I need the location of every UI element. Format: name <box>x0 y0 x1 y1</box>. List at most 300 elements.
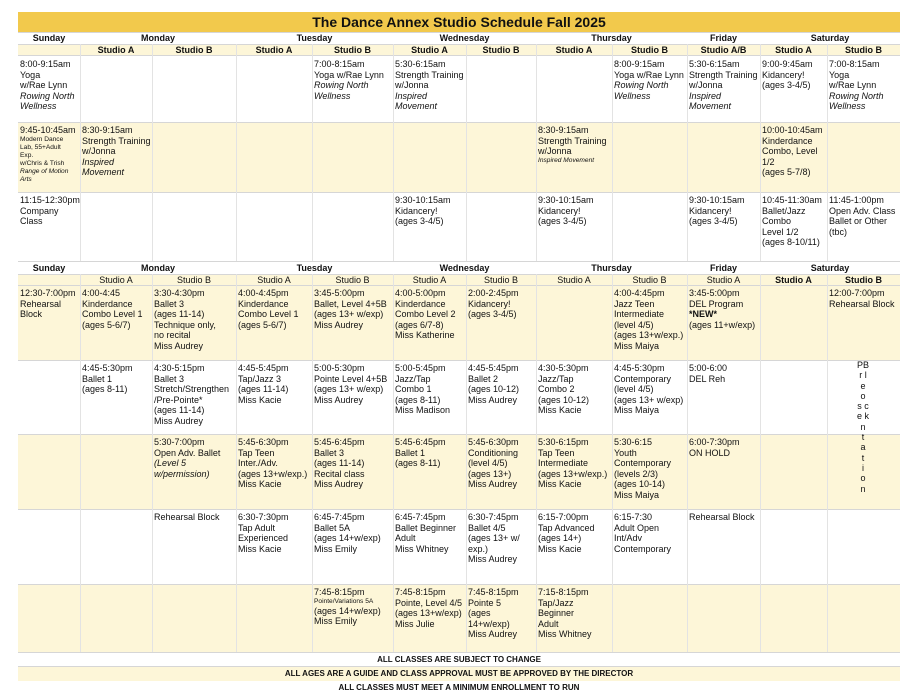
studio-header: Studio A/B <box>700 45 747 55</box>
class-entry-line: Lab, 55+Adult <box>20 143 61 151</box>
class-entry-line: 7:45-8:15pm <box>468 587 519 597</box>
grid-rule <box>18 55 900 56</box>
grid-divider <box>312 44 313 261</box>
class-entry-line: 3:45-5:00pm <box>689 288 740 298</box>
footer-note: ALL CLASSES ARE SUBJECT TO CHANGE <box>377 655 541 664</box>
grid-divider <box>760 44 761 261</box>
class-entry-line: (ages 6/7-8) <box>395 319 444 330</box>
pb-rehearsal-letter: a <box>860 442 866 453</box>
pb-rehearsal-letter: PB <box>857 360 870 370</box>
class-entry-line: Miss Whitney <box>538 629 592 639</box>
class-entry-line: (ages 14+w/exp) <box>314 605 381 616</box>
bottom-day-header-saturday: Saturday <box>810 263 850 273</box>
class-entry-line: Movement <box>395 101 438 111</box>
class-entry-line: Miss Kacie <box>238 479 282 489</box>
class-entry-line: 4:00-5:00pm <box>395 288 446 298</box>
class-entry-line: Miss Maiya <box>614 340 660 351</box>
class-entry-line: Contemporary <box>614 373 672 384</box>
class-entry-line: 3:45-5:00pm <box>314 288 365 298</box>
class-entry-line: Miss Audrey <box>468 479 518 489</box>
class-entry-line: (ages 13+w/exp) <box>395 608 462 618</box>
studio-header: Studio B <box>175 45 213 55</box>
class-entry-line: Ballet 3 <box>154 373 185 384</box>
class-entry-line: Rowing North <box>314 80 369 90</box>
pb-rehearsal-letter: e o <box>860 380 866 401</box>
grid-divider <box>393 44 394 261</box>
class-entry-line: Kidancery! <box>762 69 805 80</box>
class-entry-line: (ages 14+w/exp) <box>314 533 381 543</box>
grid-divider <box>152 274 153 652</box>
class-entry-line: Ballet 4/5 <box>468 522 506 533</box>
class-entry-line: 6:30-7:45pm <box>468 512 519 522</box>
class-entry-line: 7:00-8:15am <box>829 59 880 69</box>
class-entry-line: (ages 11-14) <box>238 384 289 394</box>
pb-rehearsal-letter: s c <box>857 401 869 412</box>
class-entry-line: (ages 5-7/8) <box>762 167 811 177</box>
class-entry-line: 11:45-1:00pm <box>829 195 884 205</box>
class-entry <box>238 288 299 330</box>
class-entry-line: Strength Training <box>82 135 151 146</box>
class-entry-line: (ages 11+w/exp) <box>689 319 756 330</box>
class-entry-line: Combo 2 <box>538 384 575 394</box>
class-entry <box>762 125 823 178</box>
class-entry-line: (ages 3-4/5) <box>762 80 811 90</box>
class-entry-line: 9:30-10:15am <box>689 195 745 205</box>
class-entry-line: (ages 13+ w/exp) <box>314 384 384 394</box>
class-entry-line: (ages 8-11) <box>395 458 441 468</box>
class-entry-line: Movement <box>689 101 732 111</box>
class-entry-line: (ages 10-14) <box>614 479 666 489</box>
class-entry-line: 8:30-9:15am <box>82 125 133 135</box>
class-entry-line: Jazz Teen <box>614 298 655 309</box>
class-entry-line: 9:30-10:15am <box>538 195 594 205</box>
studio-header: Studio A <box>255 45 293 55</box>
class-entry-line: (ages 5-6/7) <box>82 319 131 330</box>
class-entry-line: Exp. <box>20 151 34 159</box>
class-entry-line: (ages 13+) <box>468 468 512 479</box>
class-entry-line: Kidancery! <box>468 298 511 309</box>
studio-header: Studio A <box>411 45 448 55</box>
studio-header: Studio B <box>335 275 370 285</box>
class-entry-line: 12:00-7:00pm <box>829 288 885 298</box>
class-entry <box>238 437 307 490</box>
studio-header: Studio A <box>706 275 741 285</box>
bottom-day-header-monday: Monday <box>140 263 175 273</box>
class-entry-line: 4:30-5:15pm <box>154 363 205 373</box>
class-entry <box>154 437 220 479</box>
top-day-header-tuesday: Tuesday <box>296 33 333 43</box>
class-entry-line: 10:45-11:30am <box>762 195 822 205</box>
class-entry <box>395 363 450 416</box>
class-entry-line: (level 4/5) <box>468 458 508 468</box>
class-entry-line: (ages 13+ w/ <box>468 533 520 543</box>
grid-rule <box>18 192 900 193</box>
class-entry <box>82 288 143 330</box>
class-entry-line: 8:30-9:15am <box>538 125 589 135</box>
class-entry-line: 7:00-8:15am <box>314 59 365 69</box>
class-entry-line: 9:30-10:15am <box>395 195 451 205</box>
class-entry-line: Block <box>20 309 43 319</box>
class-entry-line: Miss Audrey <box>468 629 518 639</box>
class-entry <box>829 59 884 112</box>
class-entry <box>395 195 451 227</box>
class-entry <box>20 125 76 184</box>
class-entry-line: 2:00-2:45pm <box>468 288 519 298</box>
class-entry-line: Intermediate <box>538 458 589 468</box>
class-entry-line: 9:00-9:45am <box>762 59 813 69</box>
class-entry-line: 4:00-4:45 <box>82 288 121 298</box>
studio-header: Studio A <box>97 45 135 55</box>
grid-rule <box>18 584 900 585</box>
class-entry-line: Inter./Adv. <box>238 458 278 468</box>
class-entry-line: (ages 3-4/5) <box>538 216 587 226</box>
class-entry-line: Miss Whitney <box>395 543 449 554</box>
class-entry-line: Tap Teen <box>538 447 575 458</box>
grid-divider <box>236 274 237 652</box>
class-entry-line: Inspired Movement <box>538 156 595 164</box>
class-entry-line: Kidancery! <box>538 205 581 216</box>
class-entry <box>468 512 520 565</box>
class-entry-line: 7:15-8:15pm <box>538 587 589 597</box>
class-entry <box>689 512 755 523</box>
class-entry-line: Ballet 5A <box>314 522 351 533</box>
pb-rehearsal-letter: t <box>861 432 865 443</box>
studio-header: Studio B <box>632 275 667 285</box>
grid-divider <box>393 274 394 652</box>
top-day-header-thursday: Thursday <box>591 33 632 43</box>
class-entry-line: Jazz/Tap <box>538 373 574 384</box>
top-day-header-monday: Monday <box>140 33 175 43</box>
class-entry-line: Kinderdance <box>82 298 133 309</box>
class-entry-line: Miss Kacie <box>538 479 582 489</box>
class-entry-line: Ballet, Level 4+5B <box>314 298 387 309</box>
class-entry-line: Intermediate <box>614 309 665 319</box>
pb-rehearsal-letter: e k <box>857 411 870 422</box>
top-day-header-wednesday: Wednesday <box>439 33 490 43</box>
class-entry-line: Adult <box>538 618 559 629</box>
class-entry <box>614 512 671 554</box>
class-entry-line: Combo <box>762 216 792 226</box>
class-entry <box>614 288 683 351</box>
class-entry <box>82 363 133 395</box>
class-entry-line: Kinderdance <box>395 298 446 309</box>
class-entry-line: (ages 3-4/5) <box>689 216 738 226</box>
class-entry-line: 5:30-6:15am <box>395 59 446 69</box>
class-entry <box>20 195 80 227</box>
class-entry <box>238 512 289 554</box>
class-entry-line: (ages 13+w/exp.) <box>238 468 308 479</box>
class-entry-line: Conditioning <box>468 447 519 458</box>
class-entry <box>314 363 387 405</box>
class-entry <box>395 59 464 112</box>
class-entry-line: Movement <box>82 167 125 177</box>
class-entry-line: 4:00-4:45pm <box>614 288 665 298</box>
class-entry-line: Yoga <box>829 69 850 80</box>
studio-header: Studio A <box>412 275 447 285</box>
class-entry-line: Miss Maiya <box>614 405 660 415</box>
class-entry-line: (ages 8-11) <box>82 384 128 394</box>
class-entry-line: Pointe/Variations 5A <box>314 597 374 605</box>
class-entry <box>395 437 446 469</box>
grid-divider <box>152 44 153 261</box>
grid-divider <box>312 274 313 652</box>
studio-header: Studio A <box>775 275 812 285</box>
grid-rule <box>18 360 900 361</box>
studio-header: Studio A <box>557 275 591 285</box>
class-entry <box>762 195 822 248</box>
class-entry-line: (ages 5-6/7) <box>238 319 287 330</box>
class-entry-line: /Pre-Pointe* <box>154 394 203 405</box>
class-entry-line: Inspired <box>689 90 722 101</box>
class-entry-line: Strength Training <box>538 135 607 146</box>
class-entry-line: w/Rae Lynn <box>829 80 877 90</box>
class-entry <box>20 288 76 320</box>
class-entry-line: Kinderdance <box>238 298 289 309</box>
class-entry-line: Tap Advanced <box>538 522 595 533</box>
class-entry-line: Ballet 1 <box>395 447 426 458</box>
class-entry <box>314 288 387 330</box>
studio-header: Studio A <box>257 275 291 285</box>
class-entry <box>829 195 895 237</box>
class-entry-line: Range of Motion <box>20 167 69 175</box>
class-entry-line: Miss Audrey <box>314 319 364 330</box>
top-day-header-saturday: Saturday <box>810 33 850 43</box>
class-entry-line: 7:45-8:15pm <box>314 587 365 597</box>
class-entry-line: (ages 13+w/exp.) <box>538 468 608 479</box>
class-entry-line: 4:45-5:45pm <box>238 363 289 373</box>
grid-divider <box>466 274 467 652</box>
class-entry-line: Miss Kacie <box>238 394 282 405</box>
class-entry <box>829 288 895 309</box>
class-entry <box>614 437 671 500</box>
class-entry-line: Combo, Level <box>762 146 818 156</box>
class-entry-line: w/permission) <box>154 468 210 479</box>
class-entry-line: 5:30-6:15 <box>614 437 653 447</box>
class-entry-line: (ages 10-12) <box>538 394 590 405</box>
footer-note: ALL CLASSES MUST MEET A MINIMUM ENROLLMENT TO RUN <box>338 683 580 692</box>
class-entry <box>238 363 289 405</box>
class-entry-line: Miss Katherine <box>395 330 455 340</box>
grid-rule <box>18 122 900 123</box>
class-entry-line: Rehearsal Block <box>829 298 895 309</box>
class-entry-line: 9:45-10:45am <box>20 125 76 135</box>
studio-header: Studio B <box>483 275 519 285</box>
class-entry-line: Miss Kacie <box>538 405 582 415</box>
class-entry <box>538 195 594 227</box>
class-entry <box>395 512 456 554</box>
class-entry <box>538 587 592 640</box>
class-entry-line: w/Jonna <box>82 146 116 156</box>
studio-header: Studio B <box>631 45 668 55</box>
class-entry-line: 8:00-9:15am <box>614 59 665 69</box>
grid-rule <box>18 509 900 510</box>
class-entry-line: Wellness <box>20 101 57 111</box>
class-entry-line: 5:30-6:15pm <box>538 437 589 447</box>
grid-rule <box>18 285 900 286</box>
class-entry-line: ON HOLD <box>689 447 731 458</box>
class-entry <box>538 437 607 490</box>
class-entry-line: 5:30-7:00pm <box>154 437 205 447</box>
class-entry-line: (tbc) <box>829 226 847 237</box>
class-entry-line: Tap/Jazz <box>538 597 574 608</box>
class-entry-line: 5:45-6:45pm <box>314 437 365 447</box>
class-entry <box>689 288 755 330</box>
class-entry-line: (level 4/5) <box>614 384 654 394</box>
class-entry-line: w/Jonna <box>538 146 572 156</box>
grid-divider <box>466 44 467 261</box>
class-entry <box>538 512 595 554</box>
class-entry-line: Contemporary <box>614 543 672 554</box>
class-entry-line: (ages 11-14) <box>154 309 205 319</box>
class-entry-line: Rowing North <box>20 90 75 101</box>
class-entry-line: Contemporary <box>614 458 672 468</box>
class-entry <box>538 363 589 416</box>
class-entry-line: w/Jonna <box>689 80 723 90</box>
class-entry-line: Ballet 3 <box>154 298 185 309</box>
class-entry-line: 14+w/exp) <box>468 618 510 629</box>
class-entry <box>154 363 229 426</box>
class-entry-line: (ages <box>468 608 491 618</box>
class-entry-line: 4:45-5:30pm <box>614 363 665 373</box>
class-entry-line: Wellness <box>614 90 651 101</box>
grid-divider <box>536 274 537 652</box>
grid-divider <box>687 44 688 261</box>
class-entry-line: 5:45-6:30pm <box>468 437 519 447</box>
class-entry <box>614 59 684 101</box>
class-entry-line: Wellness <box>314 90 351 101</box>
grid-divider <box>687 274 688 652</box>
class-entry-line: w/Rae Lynn <box>20 80 68 90</box>
class-entry-line: Yoga <box>20 69 41 80</box>
grid-divider <box>760 274 761 652</box>
class-entry-line: Class <box>20 216 43 226</box>
class-entry-line: 4:30-5:30pm <box>538 363 589 373</box>
class-entry-line: Modern Dance <box>20 135 64 143</box>
top-day-header-sunday: Sunday <box>32 33 66 43</box>
pb-rehearsal-letter: t <box>861 452 865 463</box>
bottom-day-header-tuesday: Tuesday <box>296 263 333 273</box>
pb-rehearsal-letter: n <box>860 421 866 432</box>
class-entry-line: Rehearsal Block <box>154 512 220 522</box>
schedule-sheet <box>18 12 900 690</box>
class-entry-line: 5:45-6:30pm <box>238 437 289 447</box>
grid-divider <box>827 274 828 652</box>
class-entry-line: Ballet 2 <box>468 373 499 384</box>
footer-note: ALL AGES ARE A GUIDE AND CLASS APPROVAL MUST BE APPROVED BY THE DIRECTOR <box>18 667 900 681</box>
grid-divider <box>536 44 537 261</box>
class-entry-line: Combo Level 1 <box>82 309 143 319</box>
class-entry-line: Company <box>20 205 59 216</box>
class-entry <box>395 288 456 341</box>
class-entry <box>314 437 365 490</box>
studio-header: Studio B <box>845 275 882 285</box>
class-entry-line: Pointe, Level 4/5 <box>395 597 463 608</box>
class-entry-line: DEL Program <box>689 298 744 309</box>
class-entry-line: Combo Level 1 <box>238 309 299 319</box>
class-entry <box>689 195 745 227</box>
studio-header: Studio B <box>482 45 520 55</box>
class-entry-line: Jazz/Tap <box>395 373 431 384</box>
class-entry-line: Miss Audrey <box>154 340 204 351</box>
class-entry <box>468 587 519 640</box>
class-entry-line: w/Chris & Trish <box>20 159 65 167</box>
class-entry <box>689 437 740 458</box>
class-entry-line: Miss Kacie <box>538 543 582 554</box>
class-entry-line: Kidancery! <box>689 205 732 216</box>
class-entry-line: (ages 10-12) <box>468 384 520 394</box>
class-entry-line: Youth <box>614 447 637 458</box>
grid-divider <box>612 274 613 652</box>
class-entry-line: 7:45-8:15pm <box>395 587 446 597</box>
class-entry-line: DEL Reh <box>689 373 726 384</box>
class-entry-line: Ballet 3 <box>314 447 345 458</box>
class-entry-line: Arts <box>20 175 32 183</box>
class-entry-line: Technique only, <box>154 319 216 330</box>
class-entry-line: Miss Audrey <box>154 415 204 426</box>
class-entry-line: 10:00-10:45am <box>762 125 823 135</box>
class-entry-line: Open Adv. Class <box>829 205 896 216</box>
bottom-day-header-wednesday: Wednesday <box>439 263 490 273</box>
class-entry-line: Level 1/2 <box>762 226 799 237</box>
class-entry-line: (ages 3-4/5) <box>468 309 517 319</box>
class-entry-line: (levels 2/3) <box>614 468 659 479</box>
class-entry-line: 4:45-5:45pm <box>468 363 519 373</box>
class-entry-line: *NEW* <box>689 309 718 319</box>
class-entry <box>20 59 75 112</box>
class-entry-line: Beginner <box>538 608 575 618</box>
class-entry-line: Recital class <box>314 468 365 479</box>
grid-rule <box>18 261 900 262</box>
class-entry <box>314 587 381 627</box>
class-entry-line: (ages 13+ w/exp) <box>614 394 684 405</box>
class-entry-line: Miss Julie <box>395 618 435 629</box>
top-day-header-friday: Friday <box>709 33 737 43</box>
class-entry-line: Ballet Beginner <box>395 522 457 533</box>
class-entry-line: exp.) <box>468 543 489 554</box>
class-entry-line: 5:00-5:45pm <box>395 363 446 373</box>
studio-header: Studio A <box>555 45 593 55</box>
studio-header: Studio B <box>334 45 371 55</box>
class-entry-line: Rowing North <box>614 80 669 90</box>
class-entry-line: 6:15-7:00pm <box>538 512 589 522</box>
class-entry-line: (ages 11-14) <box>154 405 205 415</box>
class-entry-line: 4:45-5:30pm <box>82 363 133 373</box>
pb-rehearsal-letter: r l <box>859 370 867 381</box>
class-entry-line: 6:30-7:30pm <box>238 512 289 522</box>
class-entry-line: (ages 11-14) <box>314 458 365 468</box>
row-shade <box>18 434 900 509</box>
bottom-day-header-sunday: Sunday <box>32 263 66 273</box>
grid-divider <box>827 44 828 261</box>
class-entry-line: Miss Audrey <box>468 394 518 405</box>
class-entry-line: Miss Emily <box>314 543 357 554</box>
class-entry-line: Tap Teen <box>238 447 275 458</box>
class-entry-line: (ages 13+w/exp.) <box>614 330 684 340</box>
class-entry-line: Yoga w/Rae Lynn <box>314 69 384 80</box>
class-entry-line: Inspired <box>82 156 115 167</box>
grid-divider <box>80 274 81 652</box>
class-entry-line: Ballet 1 <box>82 373 113 384</box>
class-entry <box>689 363 727 384</box>
class-entry-line: Combo 1 <box>395 384 432 394</box>
class-entry-line: Stretch/Strengthen <box>154 384 230 394</box>
pb-rehearsal-vertical-text <box>857 360 869 494</box>
class-entry-line: Miss Madison <box>395 405 451 415</box>
pb-rehearsal-letter: i <box>862 462 864 473</box>
class-entry-line: 4:00-4:45pm <box>238 288 289 298</box>
class-entry-line: Tap/Jazz 3 <box>238 373 282 384</box>
class-entry-line: w/Jonna <box>395 80 429 90</box>
